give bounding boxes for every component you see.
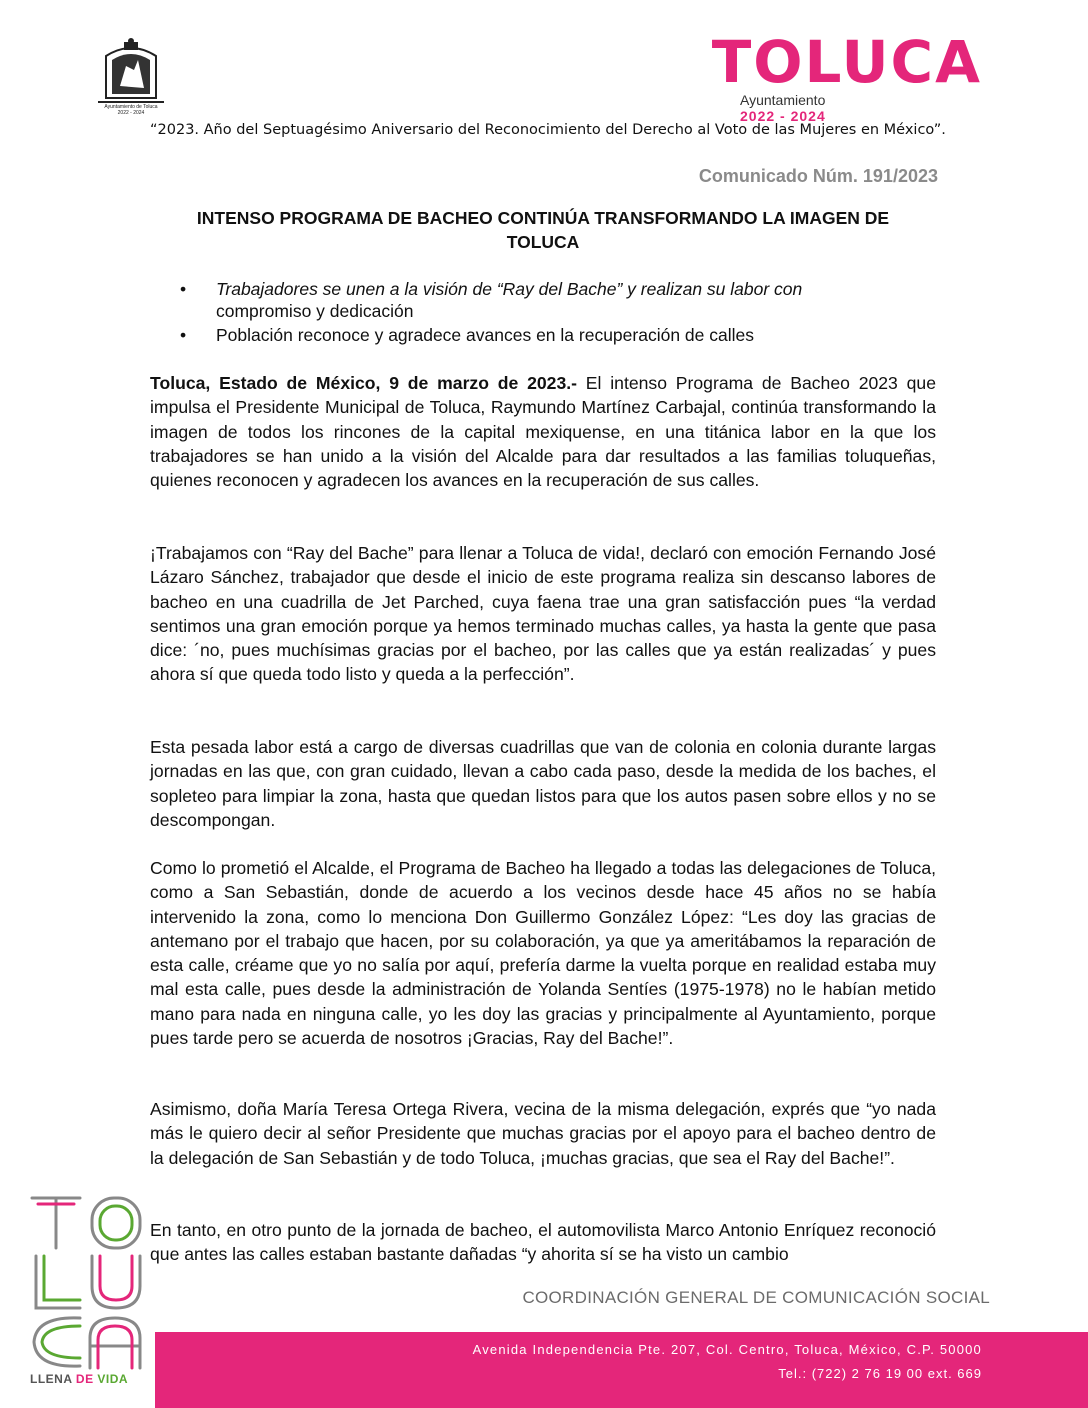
seal-caption-line2: 2022 - 2024 [117, 110, 145, 116]
llena-de-vida-tagline [30, 1372, 128, 1386]
bullet-icon: • [180, 325, 187, 345]
bullet-text: compromiso y dedicación [216, 301, 414, 321]
paragraph-1 [150, 371, 936, 492]
press-release-number: Comunicado Núm. 191/2023 [698, 166, 938, 186]
tagline-word-2: DE [75, 1372, 94, 1386]
toluca-wordmark-subtitle: Ayuntamiento [740, 92, 826, 108]
footer-phone: Tel.: (722) 2 76 19 00 ext. 669 [778, 1366, 982, 1381]
bullet-item [150, 324, 936, 346]
seal-caption [86, 104, 176, 116]
bullet-text: Población reconoce y agradece avances en la recuperación de calles [216, 325, 754, 345]
paragraph-5: Asimismo, doña María Teresa Ortega Rivera, vecina de la misma delegación, exprés que “yo nada más le quiero decir al señor Presidente que muchas gracias por el apoyo para el bacheo dentro de la delegación de San Sebastián y de todo Toluca, ¡muchas gracias, que sea el Ray del Bache!”. [150, 1099, 936, 1168]
paragraph-4: Como lo prometió el Alcalde, el Programa de Bacheo ha llegado a todas las delegaciones de Toluca, como a San Sebastián, donde de acuerdo a los vecinos desde hace 45 años no se había intervenido la zona, como lo menciona Don Guillermo González López: “Les doy las gracias de antemano por el trabajo que hacen, por su colaboración, ya que ya ameritábamos la reparación de esta calle, créame que yo no salía por aquí, prefería darme la vuelta porque en realidad estaba muy mal esta calle, pues desde la administración de Yolanda Sentíes (1975-1978) no le habían metido mano para nada en ninguna calle, yo les doy las gracias y principalmente al Ayuntamiento, porque pues tarde pero se acuerda de nosotros ¡Gracias, Ray del Bache!”. [150, 858, 936, 1049]
department-name: COORDINACIÓN GENERAL DE COMUNICACIÓN SOCIAL [522, 1288, 990, 1307]
summary-bullets [150, 278, 936, 348]
toluca-stacked-logo [28, 1192, 146, 1372]
toluca-wordmark: TOLUCA [711, 28, 982, 96]
paragraph-6: En tanto, en otro punto de la jornada de bacheo, el automovilista Marco Antonio Enríquez reconoció que antes las calles estaban bastante dañadas “y ahorita sí se ha visto un cambio [150, 1220, 936, 1265]
paragraph-1-body: El intenso Programa de Bacheo 2023 que impulsa el Presidente Municipal de Toluca, Raymundo Martínez Carbajal, continúa transformando la imagen de todos los rincones de la capital mexiquense, en una titánica labor en la que los trabajadores se han unido a la visión del Alcalde para dar resultados a las familias toluqueñas, quienes reconocen y agradecen los avances en la recuperación de sus calles. [150, 373, 936, 491]
paragraph-3: Esta pesada labor está a cargo de diversas cuadrillas que van de colonia en colonia durante largas jornadas en las que, con gran cuidado, llevan a cabo cada paso, desde la medida de los baches, el sopleteo para limpiar la zona, hasta que quedan listos para que los autos pasen sobre ellos y no se descompongan. [150, 737, 936, 830]
footer-address: Avenida Independencia Pte. 207, Col. Centro, Toluca, México, C.P. 50000 [472, 1342, 982, 1357]
headline-line2: TOLUCA [506, 232, 580, 252]
bullet-item [150, 278, 936, 322]
year-motto: “2023. Año del Septuagésimo Aniversario del Reconocimiento del Derecho al Voto de las Mujeres en México”. [150, 122, 946, 138]
tagline-word-3: VIDA [97, 1372, 129, 1386]
seal-caption-line1: Ayuntamiento de Toluca [104, 104, 158, 110]
headline-line1: INTENSO PROGRAMA DE BACHEO CONTINÚA TRANSFORMANDO LA IMAGEN DE [196, 208, 890, 228]
tagline-word-1: LLENA [30, 1372, 73, 1386]
bullet-icon: • [180, 279, 187, 299]
headline [150, 206, 936, 254]
paragraph-2: ¡Trabajamos con “Ray del Bache” para llenar a Toluca de vida!, declaró con emoción Fernando José Lázaro Sánchez, trabajador que desde el inicio de este programa realiza sin descanso labores de bacheo en una cuadrilla de Jet Parched, cuya faena trae una gran satisfacción pues “la verdad sentimos una gran emoción porque ya hemos terminado muchas calles, ya hasta la gente que pasa dice: ´no, pues muchísimas gracias por el bacheo, por las calles que ya están realizadas´ y pues ahora sí que queda todo listo y queda a la perfección”. [150, 543, 936, 685]
dateline: Toluca, Estado de México, 9 de marzo de 2023.- [150, 373, 577, 393]
bullet-italic-text: Trabajadores se unen a la visión de “Ray del Bache” y realizan su labor con [216, 279, 803, 299]
toluca-wordmark-years: 2022 - 2024 [740, 108, 826, 124]
